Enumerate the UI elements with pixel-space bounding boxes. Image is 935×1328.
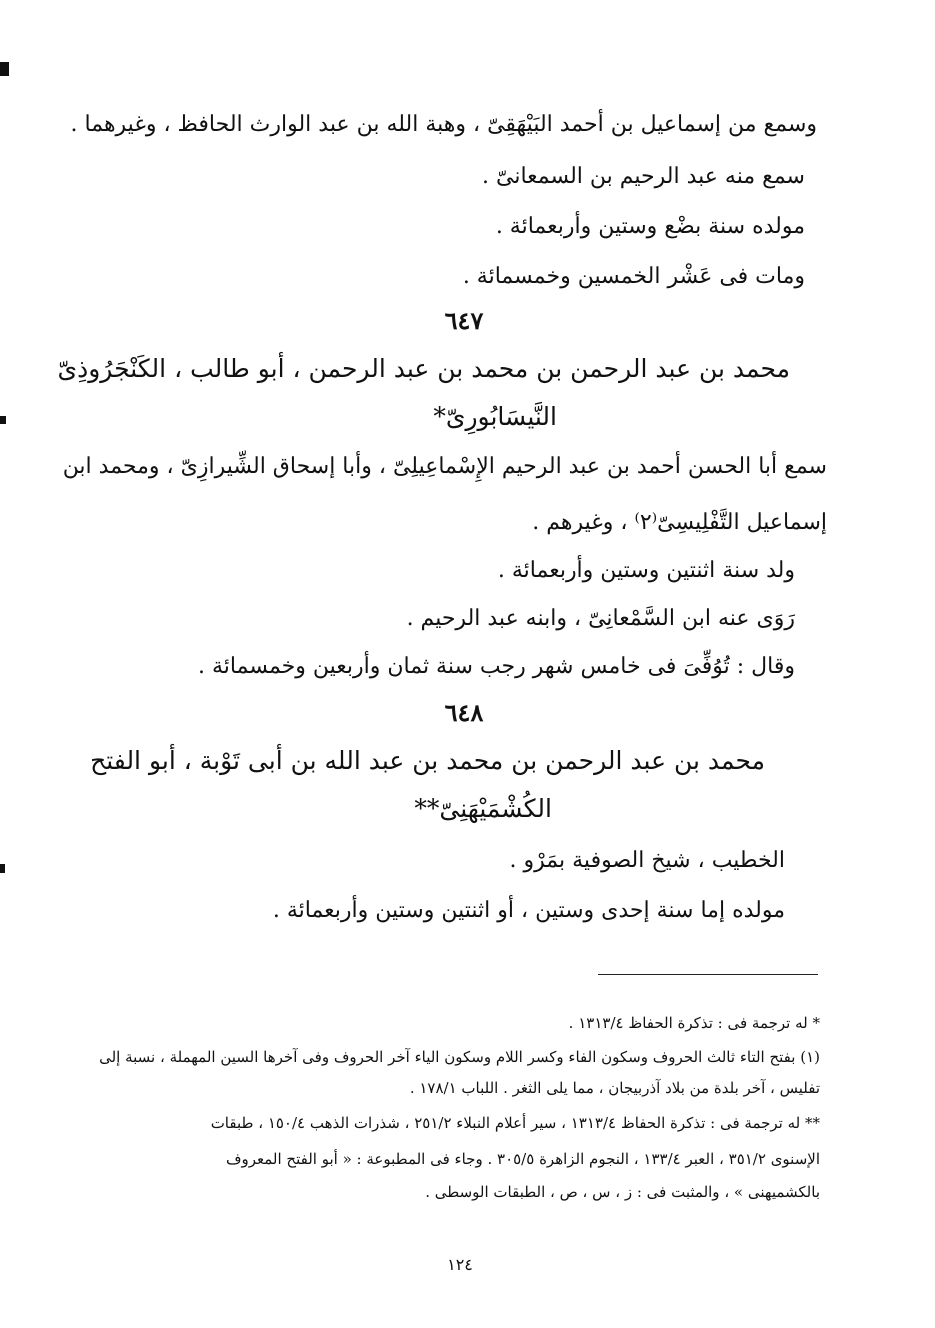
entry-text-line: سمع أبا الحسن أحمد بن عبد الرحيم الإِسْماعِيلِىّ ، وأبا إسحاق الشِّيرازِىّ ، ومحمد ابن xyxy=(62,454,827,479)
entry-title-continued: النَّيسَابُورِىّ* xyxy=(433,402,557,431)
body-line: مولده سنة بضْع وستين وأربعمائة . xyxy=(495,214,805,239)
entry-number: ٦٤٨ xyxy=(444,698,484,727)
entry-text-line: إسماعيل التَّفْلِيسِىّ⁽٢⁾ ، وغيرهم . xyxy=(532,510,827,535)
entry-text-line: الخطيب ، شيخ الصوفية بمَرْو . xyxy=(509,848,785,873)
scan-mark xyxy=(0,416,6,424)
entry-text-line: رَوَى عنه ابن السَّمْعانِىّ ، وابنه عبد الرحيم . xyxy=(406,606,795,631)
entry-title: محمد بن عبد الرحمن بن محمد بن عبد الرحمن ، أبو طالب ، الكَنْجَرُوذِىّ xyxy=(57,354,790,383)
entry-number: ٦٤٧ xyxy=(444,306,484,335)
entry-title: محمد بن عبد الرحمن بن محمد بن عبد الله بن أبى تَوْبة ، أبو الفتح xyxy=(90,746,765,775)
entry-text-line: ولد سنة اثنتين وستين وأربعمائة . xyxy=(497,558,795,583)
entry-text-line: وقال : تُوُفِّىَ فى خامس شهر رجب سنة ثمان وأربعين وخمسمائة . xyxy=(198,654,795,679)
scan-mark xyxy=(0,864,5,873)
body-line: وسمع من إسماعيل بن أحمد البَيْهَقِىّ ، وهبة الله بن عبد الوارث الحافظ ، وغيرهما . xyxy=(70,112,817,137)
body-line: سمع منه عبد الرحيم بن السمعانىّ . xyxy=(482,164,805,189)
footnote-line: * له ترجمة فى : تذكرة الحفاظ ١٣١٣/٤ . xyxy=(568,1014,820,1032)
footnote-line: الإسنوى ٣٥١/٢ ، العبر ١٣٣/٤ ، النجوم الزاهرة ٣٠٥/٥ . وجاء فى المطبوعة : « أبو الفتح المعروف xyxy=(225,1150,820,1168)
entry-text-line: مولده إما سنة إحدى وستين ، أو اثنتين وستين وأربعمائة . xyxy=(272,898,785,923)
entry-title-continued: الكُشْمَيْهَنِىّ** xyxy=(414,794,552,823)
footnote-line: تفليس ، آخر بلدة من بلاد آذربيجان ، مما يلى الثغر . اللباب ١٧٨/١ . xyxy=(409,1079,820,1097)
footnote-line: ** له ترجمة فى : تذكرة الحفاظ ١٣١٣/٤ ، سير أعلام النبلاء ٢٥١/٢ ، شذرات الذهب ١٥٠/٤ ، طبقات xyxy=(210,1114,820,1132)
footnote-line: (١) بفتح التاء ثالث الحروف وسكون الفاء وكسر اللام وسكون الياء آخر الحروف وفى آخرها السين المهملة ، نسبة إلى xyxy=(99,1048,820,1066)
body-line: ومات فى عَشْر الخمسين وخمسمائة . xyxy=(462,264,805,289)
page-number: ١٢٤ xyxy=(447,1255,473,1274)
footnote-separator xyxy=(598,974,818,975)
scan-mark xyxy=(0,62,9,76)
footnote-line: بالكشميهنى » ، والمثبت فى : ز ، س ، ص ، الطبقات الوسطى . xyxy=(425,1183,820,1201)
